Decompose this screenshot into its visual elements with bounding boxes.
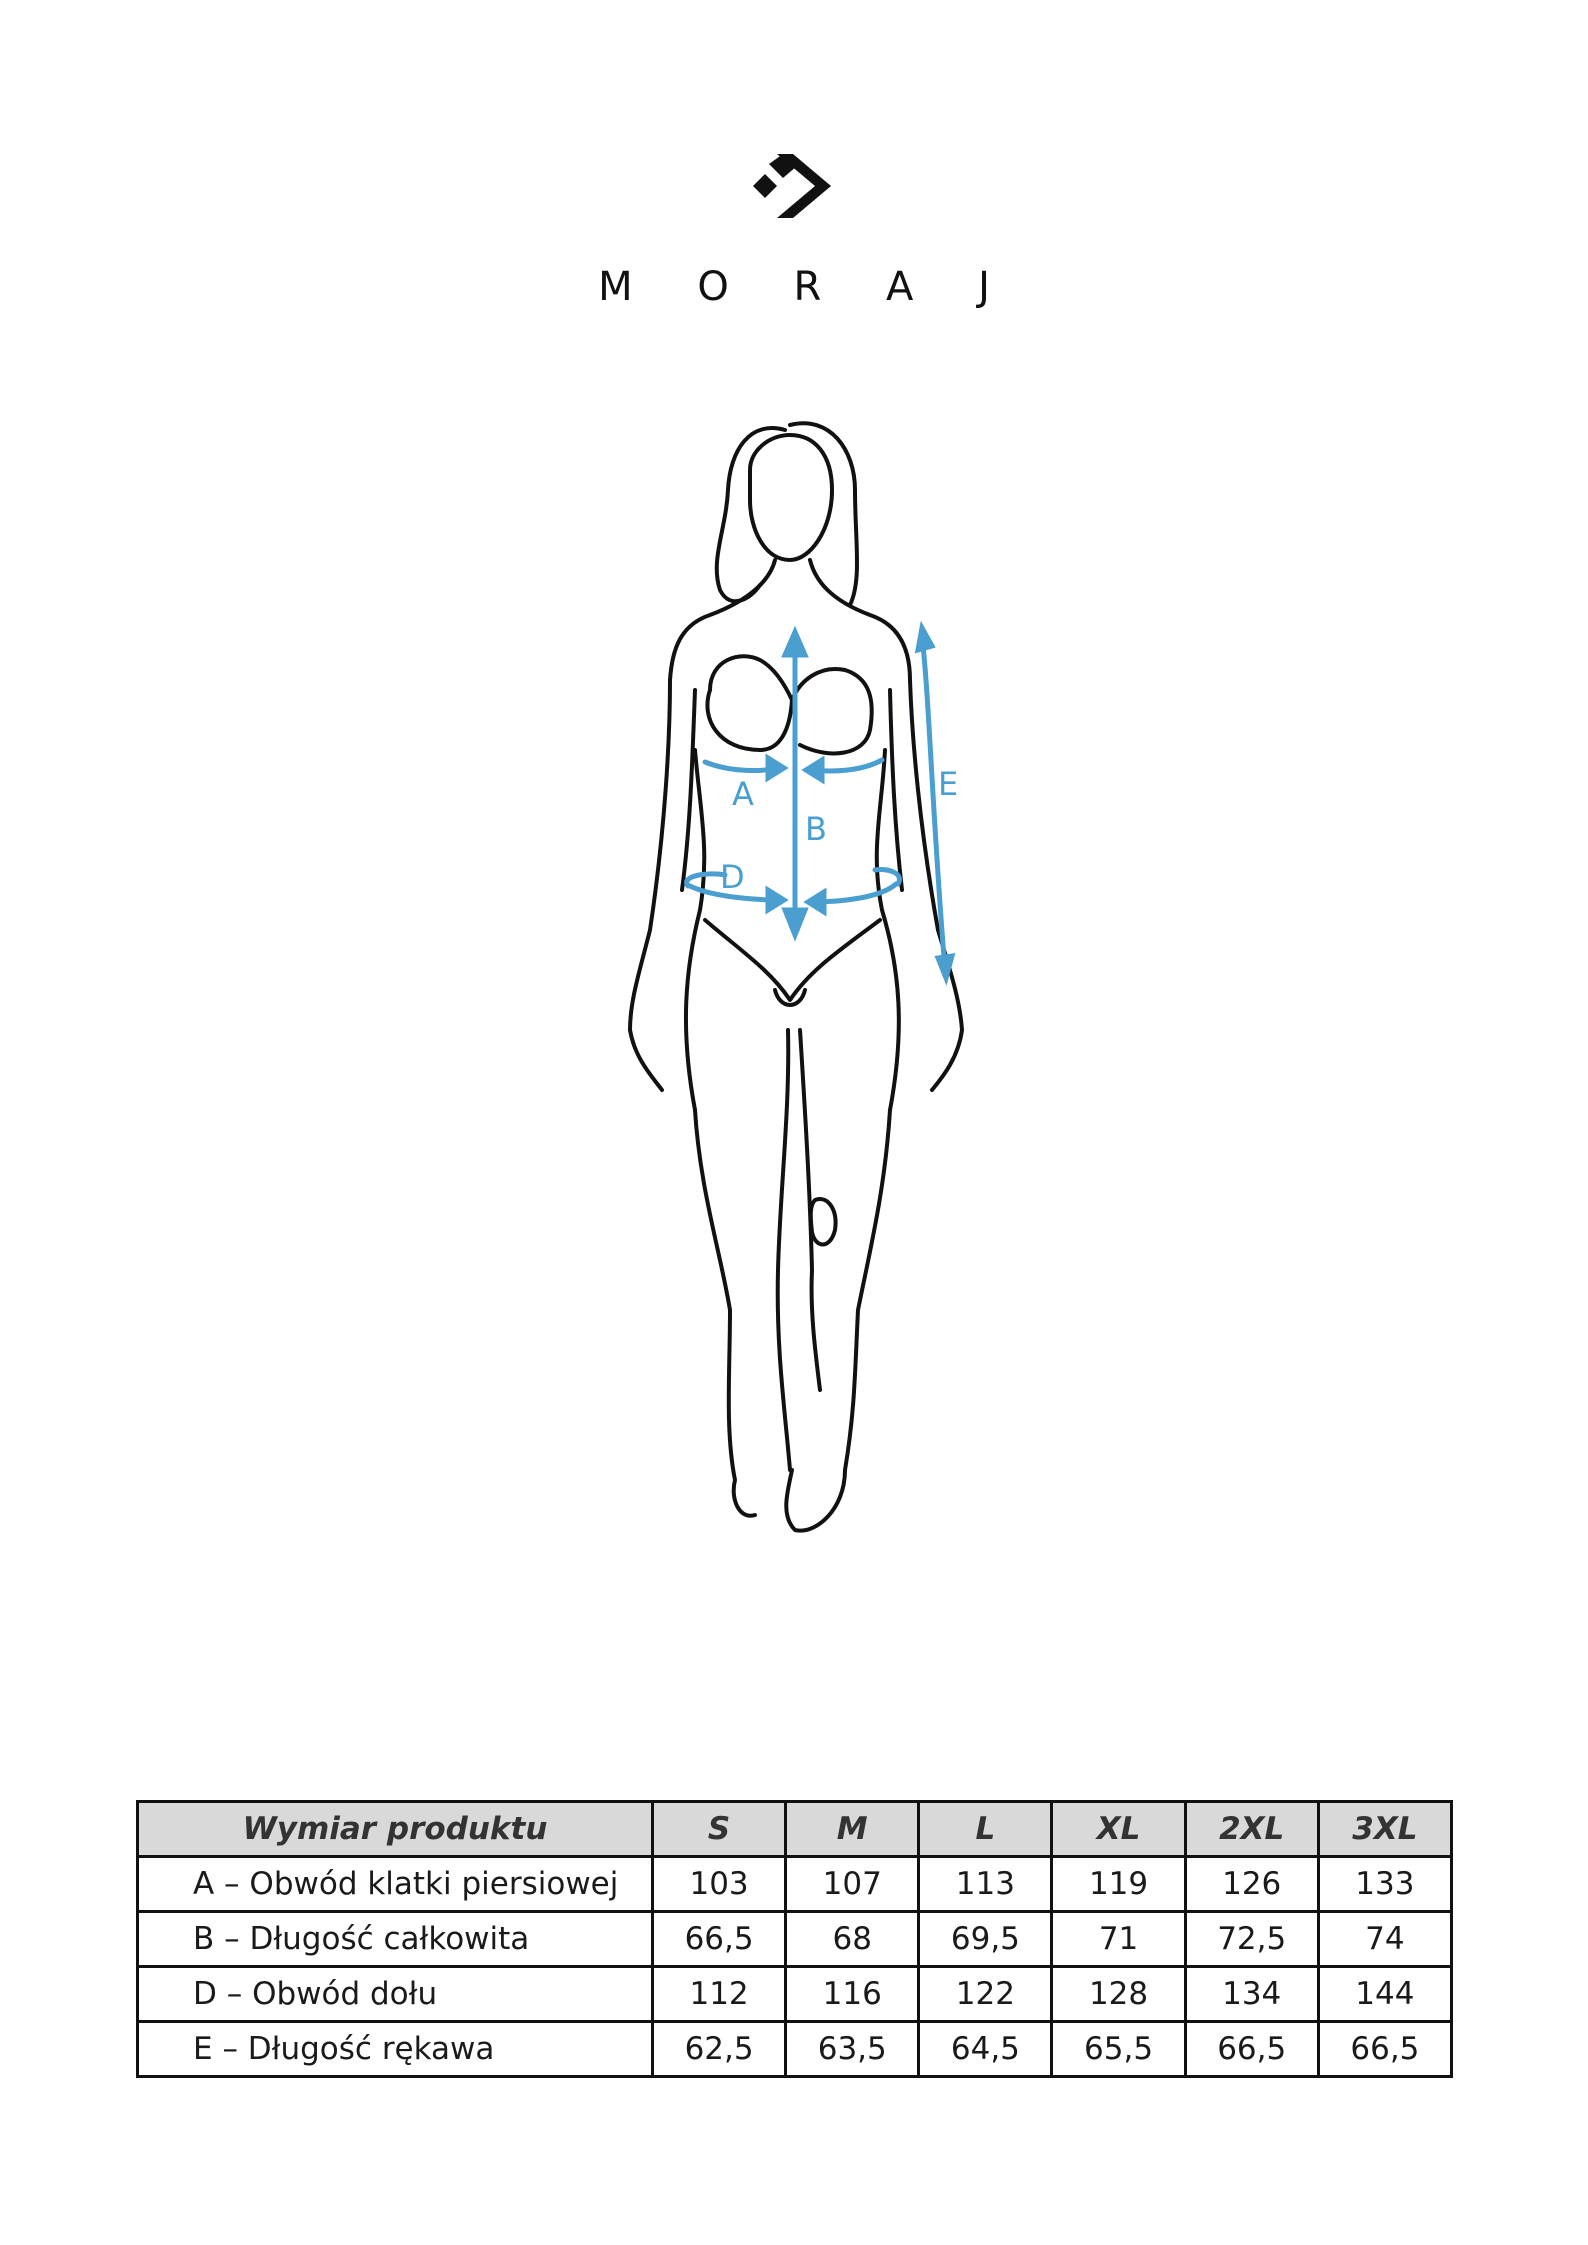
measure-label-b: B (805, 810, 827, 848)
header-size-s: S (653, 1802, 786, 1857)
brand-logo (0, 150, 1588, 310)
table-cell: 119 (1052, 1857, 1185, 1912)
table-cell: 63,5 (786, 2022, 919, 2077)
table-cell: 66,5 (1318, 2022, 1451, 2077)
header-size-3xl: 3XL (1318, 1802, 1451, 1857)
row-label: A – Obwód klatki piersiowej (138, 1857, 653, 1912)
table-cell: 62,5 (653, 2022, 786, 2077)
table-cell: 116 (786, 1967, 919, 2022)
table-cell: 65,5 (1052, 2022, 1185, 2077)
table-row (138, 1857, 1452, 1912)
header-size-2xl: 2XL (1185, 1802, 1318, 1857)
size-chart-table (136, 1800, 1453, 2078)
table-cell: 74 (1318, 1912, 1451, 1967)
woman-silhouette-illustration (600, 410, 1000, 1570)
table-row (138, 1967, 1452, 2022)
table-cell: 126 (1185, 1857, 1318, 1912)
row-label: E – Długość rękawa (138, 2022, 653, 2077)
table-cell: 69,5 (919, 1912, 1052, 1967)
table-row (138, 1912, 1452, 1967)
table-cell: 112 (653, 1967, 786, 2022)
header-dimension: Wymiar produktu (138, 1802, 653, 1857)
row-label: D – Obwód dołu (138, 1967, 653, 2022)
table-cell: 71 (1052, 1912, 1185, 1967)
header-size-l: L (919, 1802, 1052, 1857)
table-cell: 72,5 (1185, 1912, 1318, 1967)
row-label: B – Długość całkowita (138, 1912, 653, 1967)
body-measurement-figure (600, 410, 1000, 1570)
table-cell: 64,5 (919, 2022, 1052, 2077)
table-cell: 103 (653, 1857, 786, 1912)
table-cell: 66,5 (653, 1912, 786, 1967)
brand-name: M O R A J (598, 264, 1016, 310)
table-cell: 122 (919, 1967, 1052, 2022)
table-cell: 66,5 (1185, 2022, 1318, 2077)
table-cell: 113 (919, 1857, 1052, 1912)
table-cell: 128 (1052, 1967, 1185, 2022)
table-cell: 107 (786, 1857, 919, 1912)
header-size-xl: XL (1052, 1802, 1185, 1857)
table-cell: 134 (1185, 1967, 1318, 2022)
measure-label-d: D (720, 858, 745, 896)
table-header-row (138, 1802, 1452, 1857)
measure-label-e: E (938, 765, 959, 803)
table-cell: 133 (1318, 1857, 1451, 1912)
table-cell: 144 (1318, 1967, 1451, 2022)
measure-label-a: A (732, 775, 754, 813)
table-row (138, 2022, 1452, 2077)
header-size-m: M (786, 1802, 919, 1857)
table-cell: 68 (786, 1912, 919, 1967)
moraj-logo-icon (749, 150, 839, 222)
